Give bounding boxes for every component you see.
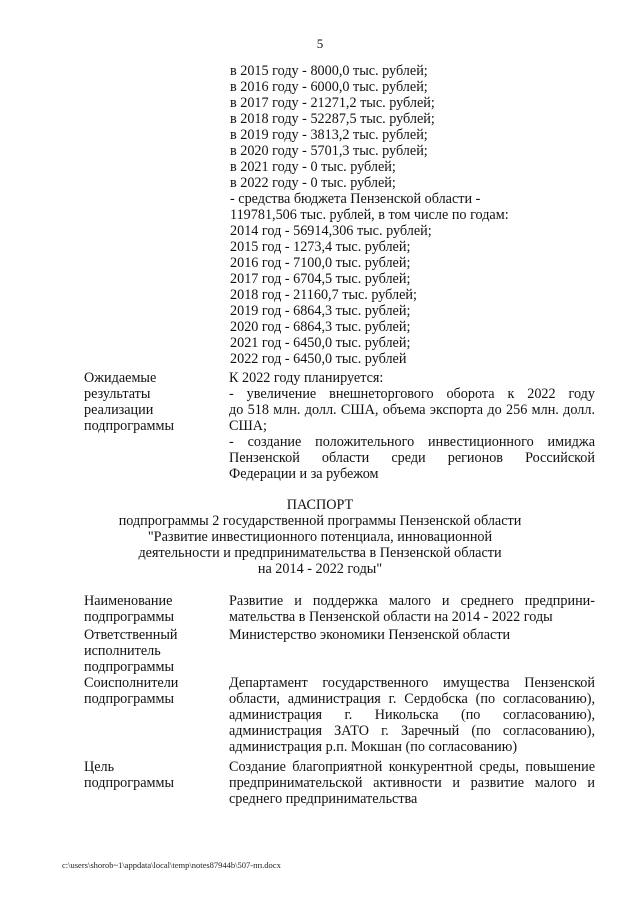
passport-heading xyxy=(0,497,640,577)
funding-line: в 2016 году - 6000,0 тыс. рублей; xyxy=(230,79,428,95)
funding-line: в 2017 году - 21271,2 тыс. рублей; xyxy=(230,95,435,111)
funding-line: в 2020 году - 5701,3 тыс. рублей; xyxy=(230,143,428,159)
passport-title: ПАСПОРТ xyxy=(286,497,354,513)
text-line: Департамент государственного имущества Пензенской xyxy=(229,675,595,691)
funding-line: 2022 год - 6450,0 тыс. рублей xyxy=(230,351,407,367)
label-line: подпрограммы xyxy=(84,418,174,434)
text-line: К 2022 году планируется: xyxy=(229,370,384,386)
label-line: Соисполнители xyxy=(84,675,179,691)
passport-subtitle: на 2014 - 2022 годы" xyxy=(257,561,383,577)
funding-line: в 2015 году - 8000,0 тыс. рублей; xyxy=(230,63,428,79)
funding-line: 2014 год - 56914,306 тыс. рублей; xyxy=(230,223,432,239)
label-line: реализации xyxy=(84,402,154,418)
funding-line: в 2022 году - 0 тыс. рублей; xyxy=(230,175,396,191)
name-value xyxy=(229,593,595,625)
text-line: мательства в Пензенской области на 2014 - 2022 годы xyxy=(229,609,553,625)
funding-line: 2019 год - 6864,3 тыс. рублей; xyxy=(230,303,411,319)
label-line: исполнитель xyxy=(84,643,161,659)
name-label xyxy=(84,593,224,625)
page-number: 5 xyxy=(316,36,324,51)
label-line: подпрограммы xyxy=(84,775,174,791)
label-line: Ответственный xyxy=(84,627,178,643)
text-line: Развитие и поддержка малого и среднего предприни- xyxy=(229,593,595,609)
text-line: администрация р.п. Мокшан (по согласованию) xyxy=(229,739,518,755)
text-line: среднего предпринимательства xyxy=(229,791,418,807)
text-line: Пензенской области среди регионов Российской xyxy=(229,450,595,466)
expected-results-label xyxy=(84,370,224,434)
funding-line: 2015 год - 1273,4 тыс. рублей; xyxy=(230,239,411,255)
label-line: Ожидаемые xyxy=(84,370,157,386)
label-line: подпрограммы xyxy=(84,609,174,625)
text-line: администрация г. Никольска (по согласованию), xyxy=(229,707,595,723)
text-line: Министерство экономики Пензенской области xyxy=(229,627,511,643)
coexecutors-label xyxy=(84,675,224,707)
label-line: Цель xyxy=(84,759,115,775)
label-line: результаты xyxy=(84,386,151,402)
coexecutors-value xyxy=(229,675,595,755)
goal-value xyxy=(229,759,595,807)
expected-results-value xyxy=(229,370,595,482)
text-line: - создание положительного инвестиционного имиджа xyxy=(229,434,595,450)
passport-subtitle: подпрограммы 2 государственной программы Пензенской области xyxy=(118,513,522,529)
funding-line: в 2018 году - 52287,5 тыс. рублей; xyxy=(230,111,435,127)
funding-line: в 2021 году - 0 тыс. рублей; xyxy=(230,159,396,175)
passport-subtitle: деятельности и предпринимательства в Пензенской области xyxy=(138,545,502,561)
text-line: предпринимательской активности и развитие малого и xyxy=(229,775,595,791)
passport-subtitle: "Развитие инвестиционного потенциала, инновационной xyxy=(147,529,493,545)
text-line: области, администрация г. Сердобска (по согласованию), xyxy=(229,691,595,707)
funding-line: 119781,506 тыс. рублей, в том числе по годам: xyxy=(230,207,509,223)
text-line: до 518 млн. долл. США, объема экспорта до 256 млн. долл. xyxy=(229,402,595,418)
label-line: Наименование xyxy=(84,593,173,609)
goal-label xyxy=(84,759,224,791)
funding-line: 2017 год - 6704,5 тыс. рублей; xyxy=(230,271,411,287)
funding-line: в 2019 году - 3813,2 тыс. рублей; xyxy=(230,127,428,143)
funding-line: 2018 год - 21160,7 тыс. рублей; xyxy=(230,287,417,303)
funding-line: 2020 год - 6864,3 тыс. рублей; xyxy=(230,319,411,335)
responsible-value xyxy=(229,627,595,643)
footer-file-path: c:\users\shorob~1\appdata\local\temp\notes87944b\507-пп.docx xyxy=(62,860,281,870)
funding-line: 2016 год - 7100,0 тыс. рублей; xyxy=(230,255,411,271)
label-line: подпрограммы xyxy=(84,691,174,707)
label-line: подпрограммы xyxy=(84,659,174,675)
text-line: - увеличение внешнеторгового оборота к 2022 году xyxy=(229,386,595,402)
text-line: Федерации и за рубежом xyxy=(229,466,379,482)
funding-line: - средства бюджета Пензенской области - xyxy=(230,191,481,207)
text-line: администрация ЗАТО г. Заречный (по согласованию), xyxy=(229,723,595,739)
responsible-label xyxy=(84,627,224,675)
text-line: Создание благоприятной конкурентной среды, повышение xyxy=(229,759,595,775)
text-line: США; xyxy=(229,418,267,434)
funding-line: 2021 год - 6450,0 тыс. рублей; xyxy=(230,335,411,351)
